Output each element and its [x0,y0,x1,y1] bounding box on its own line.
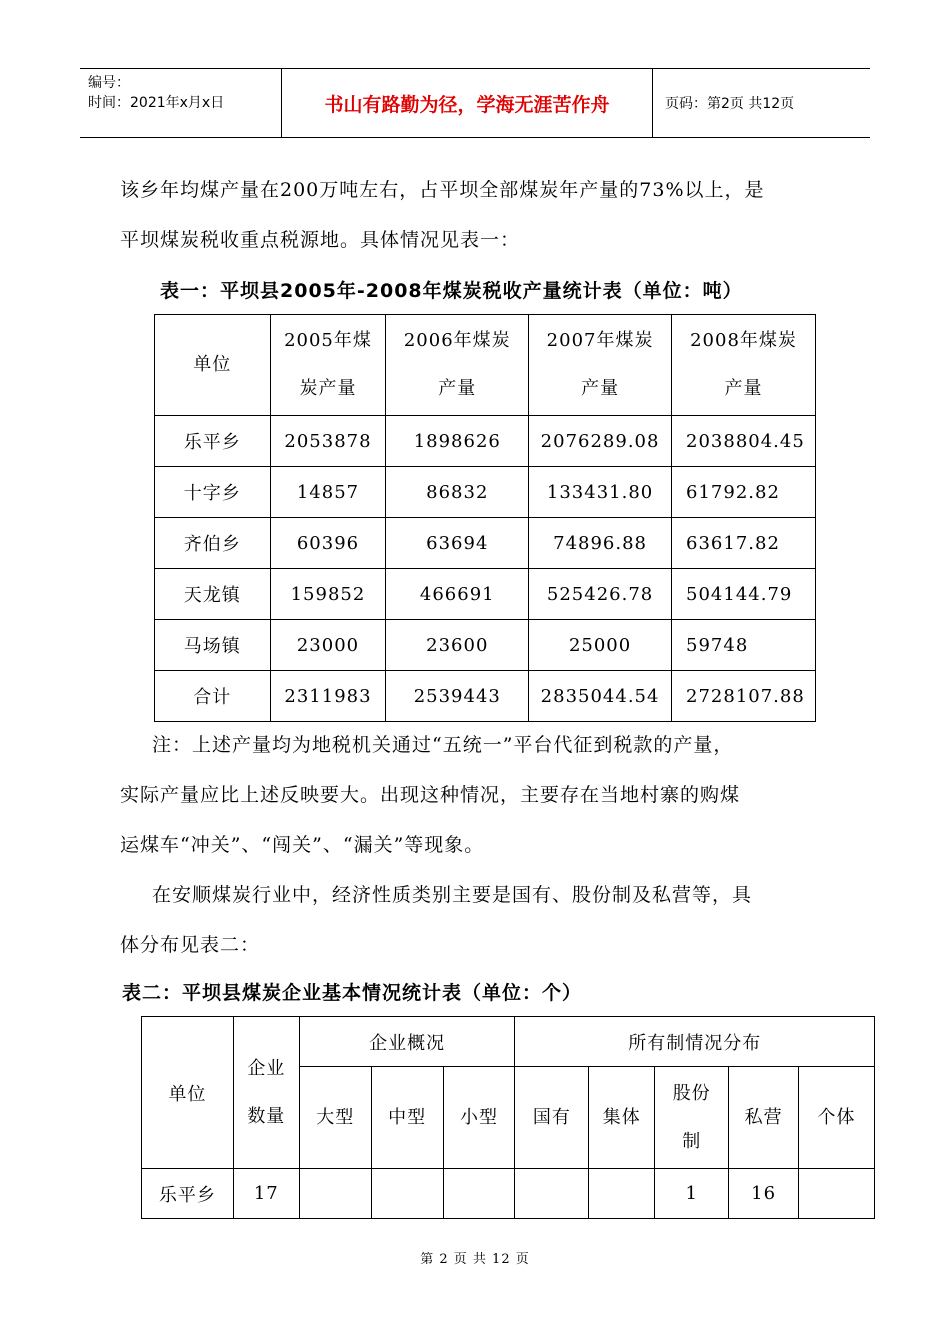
page-header [80,68,870,138]
t2-subheader-line: 大型 [316,1106,355,1128]
t1-value-cell: 133431.80 [529,467,672,518]
paragraph-line: 平坝煤炭税收重点税源地。具体情况见表一： [120,229,521,251]
t1-value-cell: 159852 [270,569,386,620]
t1-value-cell: 86832 [386,467,529,518]
t2-subheader-line: 集体 [602,1106,641,1128]
t2-value-cell: 17 [233,1169,299,1219]
t1-value-cell: 25000 [529,620,672,671]
t1-header-line: 2005年煤 [284,330,372,351]
t1-value-cell: 525426.78 [529,569,672,620]
t1-value-cell: 60396 [270,518,386,569]
t2-header-count-line: 企业 [247,1057,286,1079]
t1-value-cell: 2053878 [270,416,386,467]
t2-value-cell [371,1169,443,1219]
t1-row-label: 十字乡 [155,467,271,518]
t1-value-cell: 2728107.88 [672,671,816,722]
t1-row-label: 乐平乡 [155,416,271,467]
table1 [154,314,816,722]
t1-header-line: 产量 [438,378,477,399]
paragraph-line: 该乡年均煤产量在200万吨左右，占平坝全部煤炭年产量的73%以上，是 [120,179,765,201]
t2-value-cell [799,1169,875,1219]
t1-header-line: 炭产量 [299,378,357,399]
t2-value-cell [443,1169,515,1219]
t2-subheader-line: 私营 [744,1106,783,1128]
t1-header-cell [155,315,271,416]
t2-header-group-overview: 企业概况 [299,1017,515,1067]
t1-value-cell: 2835044.54 [529,671,672,722]
t2-subheader-line: 中型 [388,1106,427,1128]
t2-header-count-line: 数量 [247,1105,286,1127]
t2-header-unit: 单位 [142,1017,234,1169]
t2-subheader-cell [371,1067,443,1169]
t1-header-cell [386,315,529,416]
t1-value-cell: 2539443 [386,671,529,722]
t1-row-label: 马场镇 [155,620,271,671]
t1-header-line: 2006年煤炭 [403,330,511,351]
t1-value-cell: 2311983 [270,671,386,722]
t2-header-group-ownership: 所有制情况分布 [515,1017,875,1067]
t1-header-cell [270,315,386,416]
t2-header-count [233,1017,299,1169]
t2-subheader-cell [799,1067,875,1169]
t1-table-row [155,620,816,671]
t1-value-cell: 2038804.45 [672,416,816,467]
t1-row-label: 合计 [155,671,271,722]
t1-table-row [155,518,816,569]
doc-date: 时间：2021年x月x日 [88,95,225,111]
t2-value-cell: 1 [655,1169,729,1219]
note-line-2: 实际产量应比上述反映要大。出现这种情况，主要存在当地村寨的购煤 [120,784,741,806]
note-line-3: 运煤车“冲关”、“闯关”、“漏关”等现象。 [120,834,485,856]
t2-subheader-cell [729,1067,799,1169]
t2-value-cell [515,1169,589,1219]
t2-subheader-line: 小型 [460,1106,498,1128]
t1-row-label: 天龙镇 [155,569,271,620]
paragraph-1 [120,165,840,265]
header-meta [80,69,282,137]
t2-value-cell: 16 [729,1169,799,1219]
t1-value-cell: 63617.82 [672,518,816,569]
t1-header-line: 产量 [724,378,763,399]
t1-value-cell: 504144.79 [672,569,816,620]
table2 [141,1016,875,1219]
t2-subheader-cell [515,1067,589,1169]
t1-header-line: 2007年煤炭 [546,330,654,351]
t2-subheader-line: 股份 [672,1082,711,1104]
t2-value-cell [589,1169,655,1219]
header-page-info: 页码：第2页 共12页 [665,96,795,112]
t1-table-row [155,671,816,722]
paragraph-2-line-2: 体分布见表二： [120,934,261,956]
t1-header-line: 产量 [581,378,620,399]
t1-table-row [155,569,816,620]
paragraph-2-line-1: 在安顺煤炭行业中，经济性质类别主要是国有、股份制及私营等，具 [152,884,753,906]
t2-subheader-cell [589,1067,655,1169]
t1-value-cell: 63694 [386,518,529,569]
t1-value-cell: 59748 [672,620,816,671]
t1-value-cell: 2076289.08 [529,416,672,467]
t2-subheader-cell [655,1067,729,1169]
table1-caption: 表一：平坝县2005年-2008年煤炭税收产量统计表（单位：吨） [160,280,743,302]
page-footer: 第 2 页 共 12 页 [420,1252,530,1267]
t1-header-cell [672,315,816,416]
t1-value-cell: 1898626 [386,416,529,467]
header-motto: 书山有路勤为径，学海无涯苦作舟 [282,69,653,137]
doc-number-label: 编号： [88,75,130,91]
t2-subheader-line: 个体 [817,1106,856,1128]
t2-subheader-line: 国有 [532,1106,571,1128]
t1-header-line: 2008年煤炭 [690,330,797,351]
t2-subheader-cell [299,1067,371,1169]
t2-table-row [142,1169,875,1219]
note-line-1: 注：上述产量均为地税机关通过“五统一”平台代征到税款的产量， [152,734,734,756]
t1-value-cell: 23600 [386,620,529,671]
t1-header-cell [529,315,672,416]
table2-caption: 表二：平坝县煤炭企业基本情况统计表（单位：个） [122,982,583,1004]
t1-row-label: 齐伯乡 [155,518,271,569]
t2-row-label: 乐平乡 [142,1169,234,1219]
t2-subheader-cell [443,1067,515,1169]
t2-value-cell [299,1169,371,1219]
t2-subheader-line: 制 [682,1130,702,1152]
t1-value-cell: 23000 [270,620,386,671]
t1-header-row [155,315,816,416]
t1-table-row [155,467,816,518]
t1-value-cell: 74896.88 [529,518,672,569]
t1-value-cell: 466691 [386,569,529,620]
t1-table-row [155,416,816,467]
t1-header-line: 单位 [193,354,232,375]
t1-value-cell: 61792.82 [672,467,816,518]
t1-value-cell: 14857 [270,467,386,518]
